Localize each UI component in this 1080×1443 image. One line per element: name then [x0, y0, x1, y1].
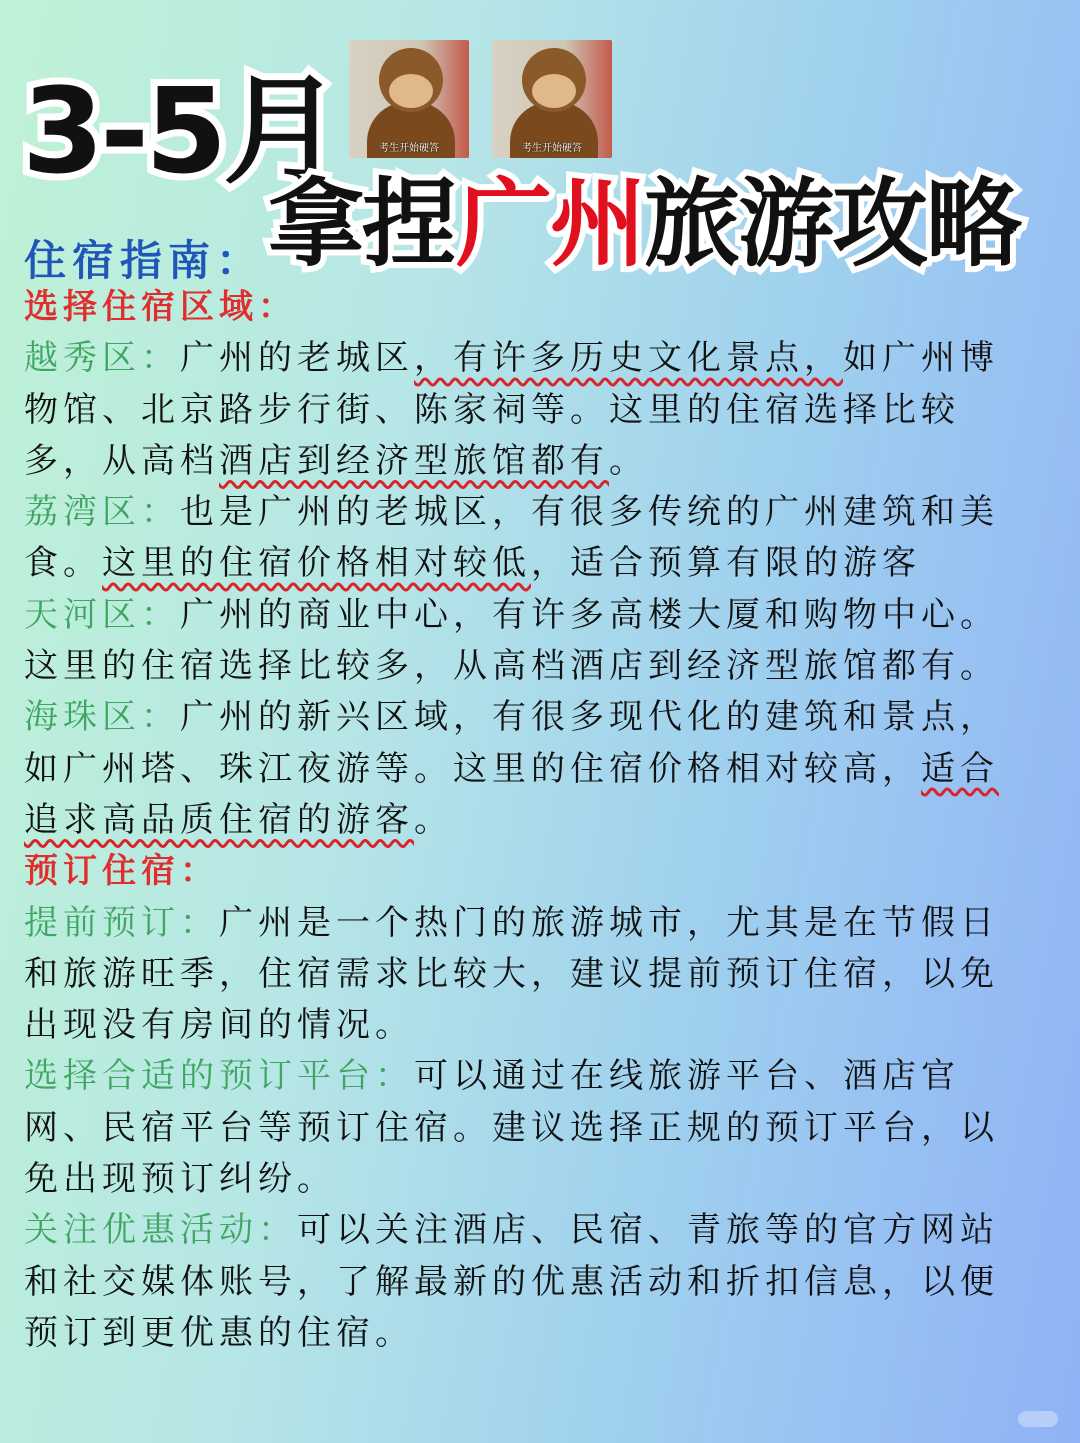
monkey-image-2: [492, 40, 612, 158]
title-pre: 拿捏: [268, 168, 456, 280]
area-text-underlined: ，有许多历史文化景点，: [414, 338, 843, 379]
image-caption: 考生开始硬答: [379, 143, 439, 154]
area-item-haizhu: [24, 692, 1024, 846]
area-item-yuexiu: [24, 333, 1024, 487]
area-name: 天河区：: [24, 594, 180, 635]
area-text: 广州的新兴区域，有很多现代化的建筑和景点，如广州塔、珠江夜游等。这里的住宿价格相对较高，: [24, 697, 999, 789]
area-text: ，适合预算有限的游客: [531, 543, 921, 584]
tip-name: 关注优惠活动：: [24, 1210, 297, 1251]
booking-tip-advance: [24, 898, 1024, 1052]
area-item-tianhe: [24, 590, 1024, 693]
area-text-underlined: 这里的住宿价格相对较低: [102, 543, 531, 584]
tip-name: 选择合适的预订平台：: [24, 1056, 414, 1097]
tip-text: 广州是一个热门的旅游城市，尤其是在节假日和旅游旺季，住宿需求比较大，建议提前预订住宿，以免出现没有房间的情况。: [24, 902, 999, 1046]
area-name: 越秀区：: [24, 338, 180, 379]
title-highlight: 广州: [456, 168, 644, 280]
tip-name: 提前预订：: [24, 902, 219, 943]
area-text: 。: [609, 440, 648, 481]
page-title: [268, 148, 1020, 285]
booking-heading: 预订住宿：: [24, 851, 219, 892]
tip-text: 可以关注酒店、民宿、青旅等的官方网站和社交媒体账号，了解最新的优惠活动和折扣信息，以便预订到更优惠的住宿。: [24, 1210, 999, 1353]
area-text: 广州的商业中心，有许多高楼大厦和购物中心。这里的住宿选择比较多，从高档酒店到经济型旅馆都有。: [24, 594, 999, 687]
tip-text: 可以通过在线旅游平台、酒店官网、民宿平台等预订住宿。建议选择正规的预订平台，以免出现预订纠纷。: [24, 1056, 999, 1200]
area-name: 荔湾区：: [24, 492, 180, 533]
area-text: 广州的老城区: [180, 338, 414, 379]
area-name: 海珠区：: [24, 697, 180, 738]
title-date: 3-5月: [22, 62, 338, 200]
booking-tip-deals: [24, 1205, 1024, 1359]
area-item-liwan: [24, 487, 1024, 590]
area-text: 如广州博物馆、北京路步行街、陈家祠等。这里的住宿选择比较多，从高档: [24, 338, 999, 481]
booking-tip-platform: [24, 1051, 1024, 1205]
area-text: 也是广州的老城区，有很多传统的广州建筑和美食。: [24, 492, 999, 584]
area-text: 。: [414, 799, 453, 840]
title-post: 旅游攻略: [644, 168, 1020, 280]
area-text-underlined: 酒店到经济型旅馆都有: [219, 440, 609, 481]
content-body: [24, 282, 1024, 1359]
image-caption: 考生开始硬答: [522, 143, 582, 154]
monkey-image-1: [349, 40, 469, 158]
area-heading: 选择住宿区域：: [24, 287, 297, 327]
section-title: 住宿指南：: [24, 236, 265, 285]
area-text-underlined: 适合追求高品质住宿的游客: [24, 748, 999, 840]
watermark-icon: [1018, 1411, 1058, 1427]
